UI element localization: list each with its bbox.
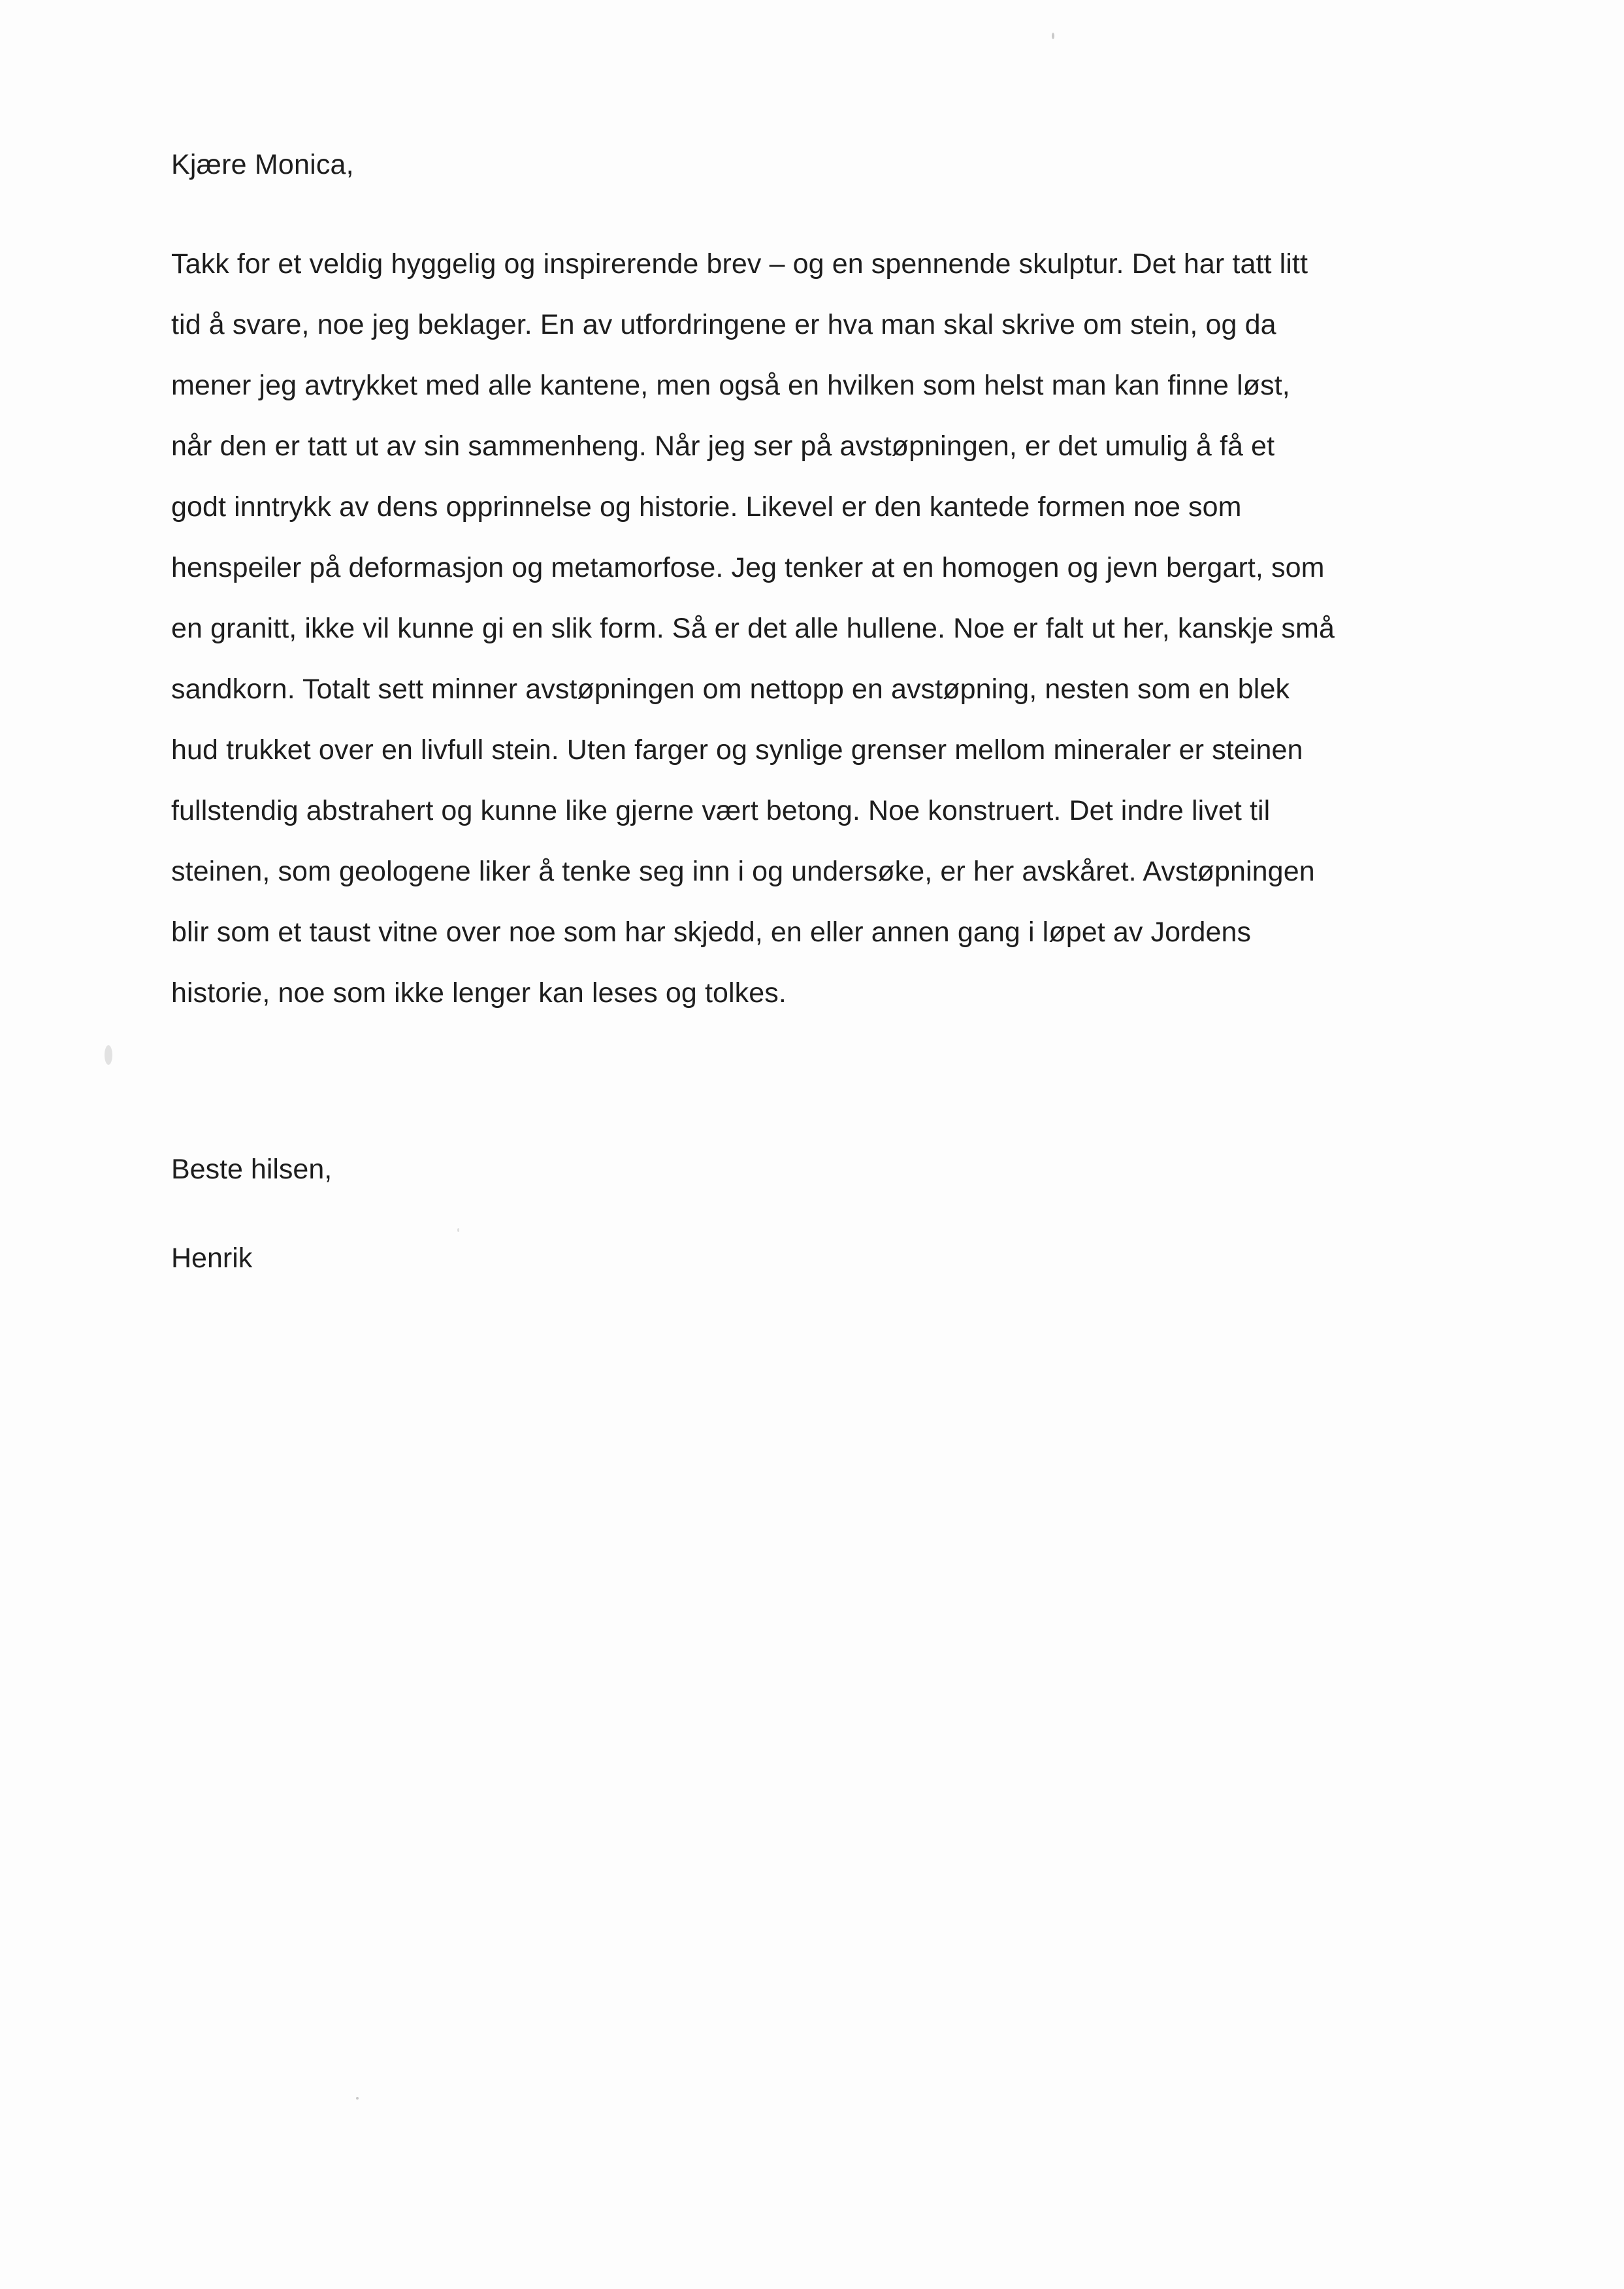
body-line: tid å svare, noe jeg beklager. En av utfordringene er hva man skal skrive om stein, og da — [171, 309, 1276, 340]
closing: Beste hilsen, — [171, 1154, 333, 1185]
body-line: blir som et taust vitne over noe som har skjedd, en eller annen gang i løpet av Jordens — [171, 917, 1252, 948]
scan-speck — [1052, 33, 1054, 39]
signature: Henrik — [171, 1242, 253, 1274]
body-line: fullstendig abstrahert og kunne like gjerne vært betong. Noe konstruert. Det indre livet til — [171, 795, 1271, 826]
letter-body — [171, 234, 1478, 1024]
body-line: hud trukket over en livfull stein. Uten farger og synlige grenser mellom mineraler er steinen — [171, 734, 1303, 766]
scan-speck — [457, 1228, 459, 1232]
body-line: henspeiler på deformasjon og metamorfose. Jeg tenker at en homogen og jevn bergart, som — [171, 552, 1325, 583]
salutation: Kjære Monica, — [171, 149, 354, 180]
body-line: steinen, som geologene liker å tenke seg inn i og undersøke, er her avskåret. Avstøpningen — [171, 856, 1315, 887]
scan-speck — [105, 1045, 112, 1065]
body-line: en granitt, ikke vil kunne gi en slik form. Så er det alle hullene. Noe er falt ut her, kanskje små — [171, 613, 1335, 644]
body-line: historie, noe som ikke lenger kan leses og tolkes. — [171, 977, 787, 1009]
body-line: mener jeg avtrykket med alle kantene, men også en hvilken som helst man kan finne løst, — [171, 370, 1290, 401]
body-line: Takk for et veldig hyggelig og inspirerende brev – og en spennende skulptur. Det har tatt litt — [171, 248, 1308, 280]
body-line: sandkorn. Totalt sett minner avstøpningen om nettopp en avstøpning, nesten som en blek — [171, 674, 1290, 705]
body-line: når den er tatt ut av sin sammenheng. Når jeg ser på avstøpningen, er det umulig å få et — [171, 430, 1275, 462]
body-line: godt inntrykk av dens opprinnelse og historie. Likevel er den kantede formen noe som — [171, 491, 1242, 523]
scan-speck — [356, 2097, 359, 2100]
